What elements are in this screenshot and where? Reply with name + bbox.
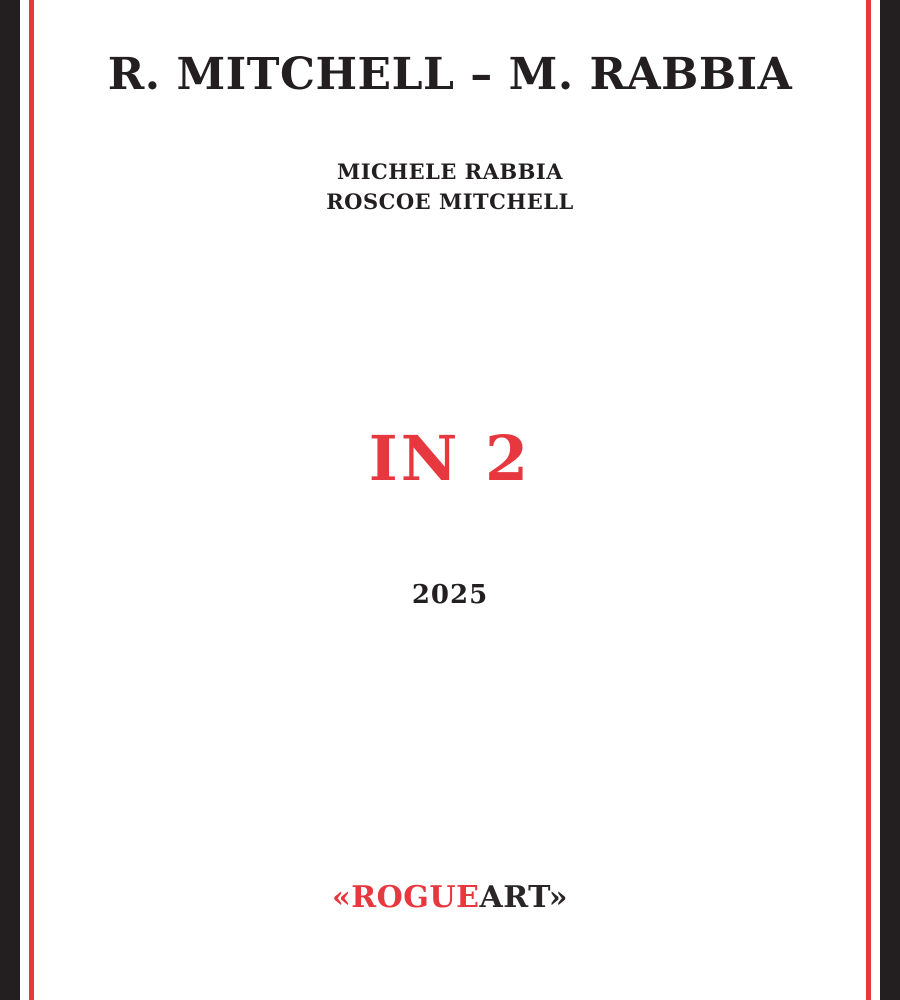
- label-name-red-part: ROGUE: [351, 880, 480, 915]
- release-year: 2025: [411, 580, 489, 610]
- label-name-black-part: ART: [479, 880, 549, 915]
- right-accent-line: [866, 0, 871, 1000]
- left-frame-bar: [0, 0, 20, 1000]
- cover-title: R. MITCHELL – M. RABBIA: [107, 49, 793, 100]
- rogueart-label-logo: [40, 880, 860, 915]
- left-accent-line: [29, 0, 34, 1000]
- album-title: IN 2: [368, 422, 532, 495]
- artist-names: [40, 157, 860, 217]
- label-close-guillemet: »: [548, 880, 569, 915]
- artist-name-2: ROSCOE MITCHELL: [326, 189, 574, 214]
- label-open-guillemet: «: [331, 880, 352, 915]
- artist-name-1: MICHELE RABBIA: [336, 159, 564, 184]
- right-frame-bar: [880, 0, 900, 1000]
